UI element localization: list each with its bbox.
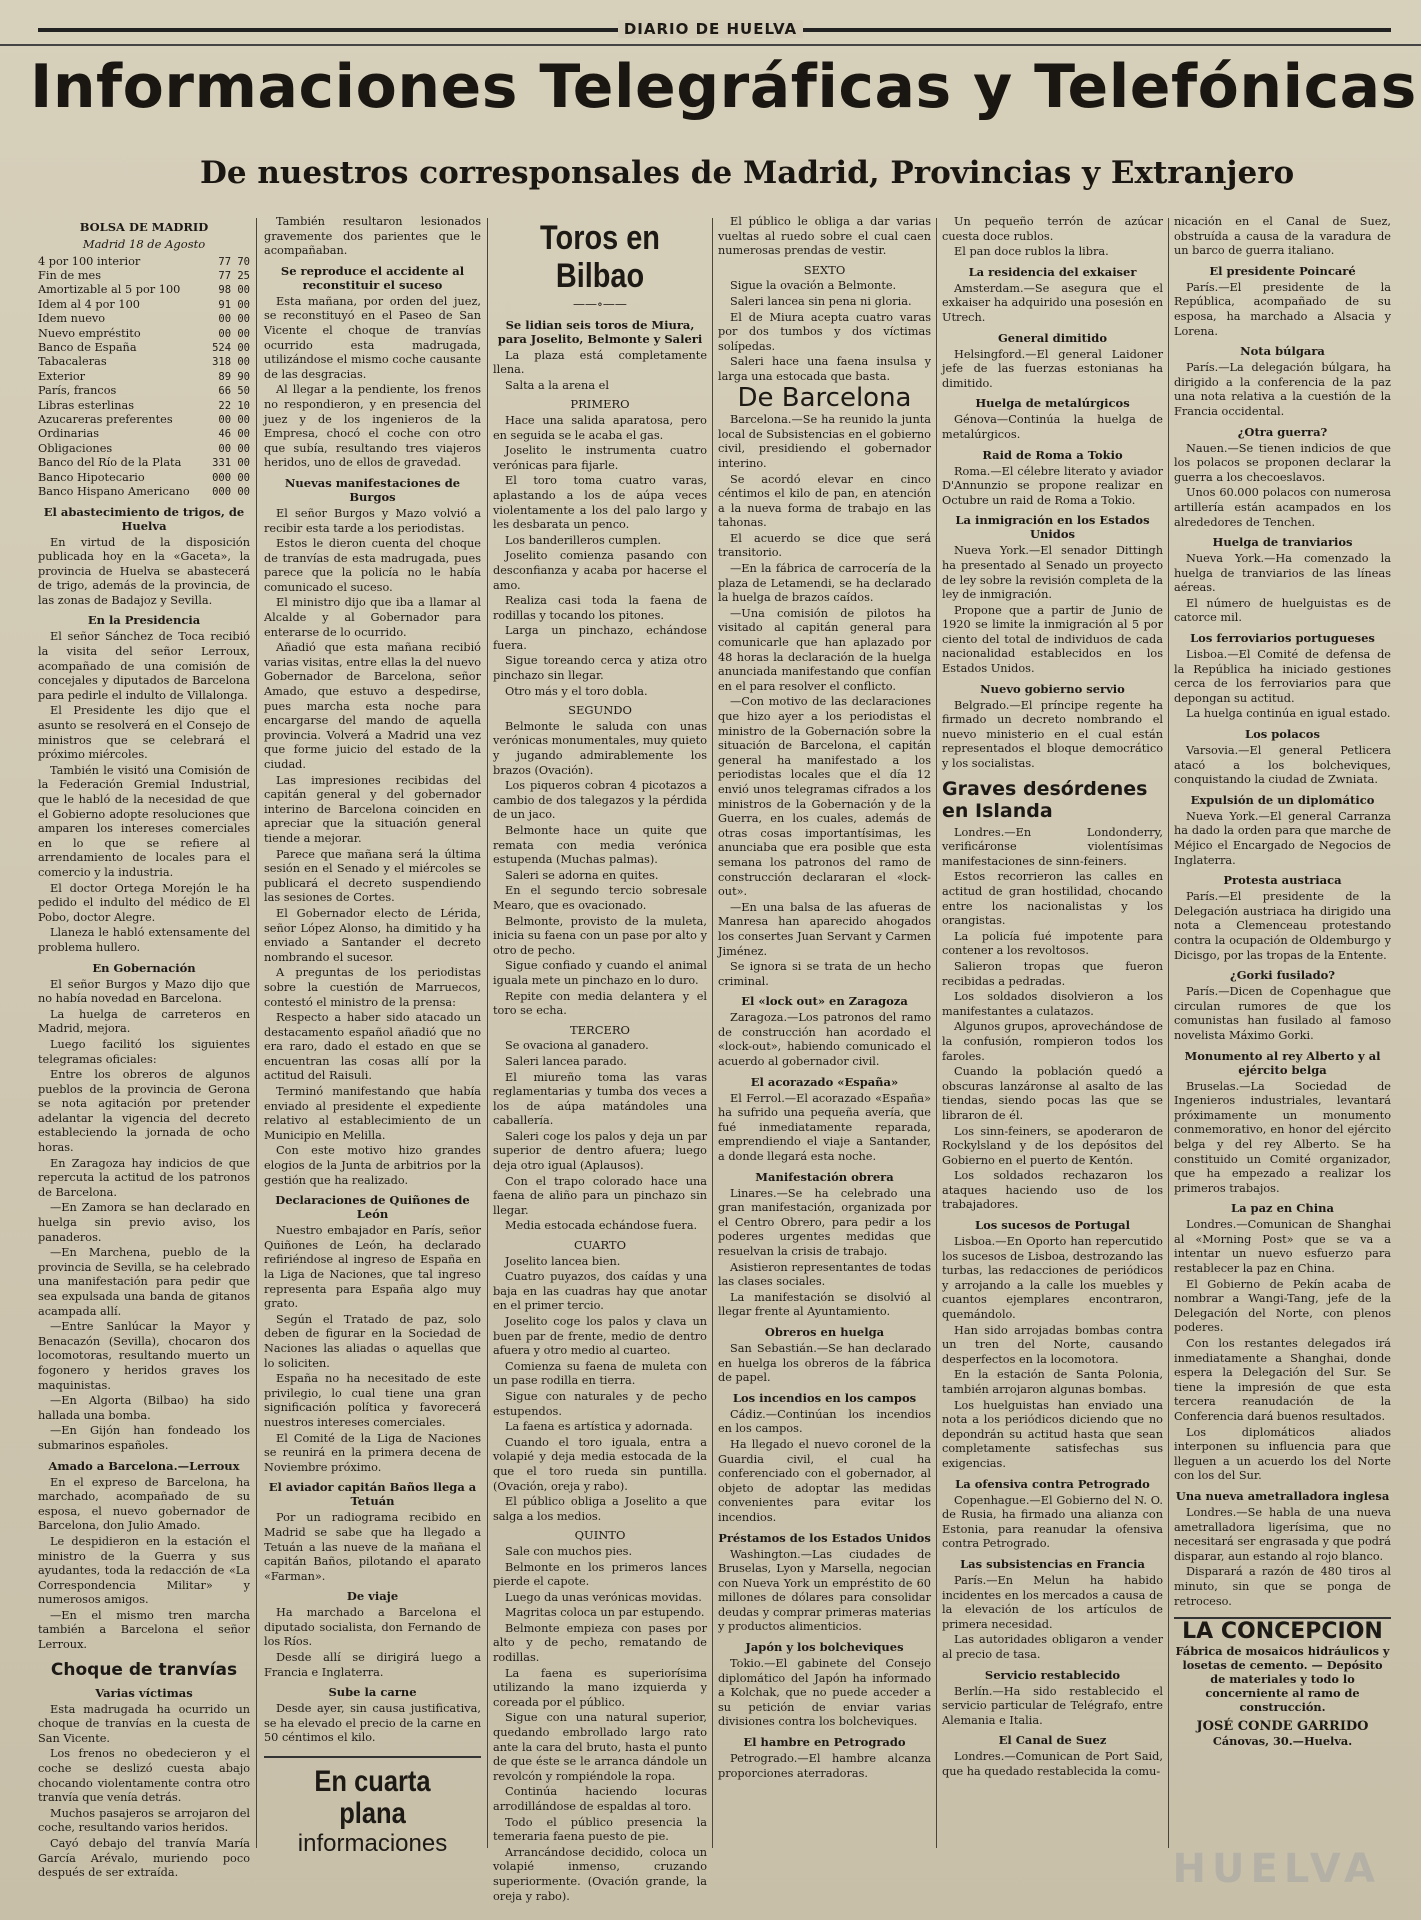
bolsa-row [38, 312, 250, 326]
bolsa-date: Madrid 18 de Agosto [82, 237, 206, 251]
paragraph: Llaneza le habló extensamente del problema hullero. [38, 926, 250, 954]
headline: Préstamos de los Estados Unidos [718, 1530, 931, 1545]
bolsa-item-name: Obligaciones [38, 441, 113, 455]
paragraph: Cádiz.—Continúan los incendios en los campos. [718, 1407, 931, 1436]
paragraph: —En el mismo tren marcha también a Barcelona el señor Lerroux. [38, 1608, 250, 1652]
bolsa-item-value: 331 00 [212, 457, 250, 470]
paragraph: Los soldados disolvieron a los manifestantes a culatazos. [942, 990, 1163, 1018]
paragraph: Algunos grupos, aprovechándose de la confusión, rompieron todos los faroles. [942, 1020, 1163, 1063]
headline: La paz en China [1231, 1201, 1334, 1216]
column-3 [493, 215, 708, 1903]
paragraph: La plaza está completamente llena. [493, 348, 707, 377]
bolsa-item-name: Nuevo empréstito [38, 326, 141, 340]
paragraph: Zaragoza.—Los patronos del ramo de construcción han acordado el «lock-out», habiendo comunicado el acuerdo al gobernador civil. [718, 1011, 931, 1069]
bolsa-item-value: 524 00 [212, 342, 250, 355]
masthead [0, 20, 1421, 38]
paragraph: Roma.—El célebre literato y aviador D'Annunzio se propone realizar en Octubre un raid de Roma a Tokio. [942, 464, 1163, 507]
paragraph: Varsovia.—El general Petlicera atacó a los bolcheviques, conquistando la ciudad de Zwniata. [1174, 744, 1391, 787]
advertisement [1174, 1617, 1391, 1748]
paragraph: Al llegar a la pendiente, los frenos no respondieron, y en presencia del juez y de los ingenieros de la Empresa, chocó el coche con otro que subía, resultando tres viajeros heridos, uno de ellos de gravedad. [264, 383, 481, 470]
paragraph: Lisboa.—En Oporto han repercutido los sucesos de Lisboa, destrozando las turbas, las redacciones de periódicos y arrojando a la calle los muebles y cuantos ejemplares encontraron, quemándolo. [942, 1235, 1163, 1322]
paragraph: —Una comisión de pilotos ha visitado al capitán general para comunicarle que han aplazado por 48 horas la declaración de la huelga anunciada manifestando que confían en el para resolver el conflicto. [718, 606, 931, 693]
paragraph: Se ovaciona al ganadero. [505, 1039, 649, 1053]
section-label: TERCERO [569, 1022, 630, 1037]
header-rule-2 [0, 44, 1421, 46]
bolsa-item-name: Idem al 4 por 100 [38, 297, 140, 311]
column-divider [1168, 218, 1169, 1848]
paragraph: Salieron tropas que fueron recibidas a pedradas. [942, 959, 1163, 988]
section-label: QUINTO [574, 1528, 626, 1543]
paragraph: Barcelona.—Se ha reunido la junta local de Subsistencias en el gobierno civil, presidiendo el gobernador interino. [718, 413, 931, 470]
paragraph: —Entre Sanlúcar la Mayor y Benacazón (Sevilla), chocaron dos locomotoras, resultando muerto un fogonero y heridos graves los maquinistas. [38, 1320, 250, 1392]
paragraph: Otro más y el toro dobla. [505, 684, 648, 698]
paragraph: El toro toma cuatro varas, aplastando a los de aúpa veces violentamente a los del palo largo y les desbarata un penco. [493, 474, 707, 532]
bolsa-item-name: Banco Hispano Americano [38, 485, 190, 499]
paragraph: Comienza su faena de muleta con un pase rodilla en tierra. [493, 1359, 707, 1388]
section-label: SEXTO [803, 262, 846, 277]
paragraph: nicación en el Canal de Suez, obstruída a causa de la varadura de un barco de guerra italiano. [1174, 215, 1391, 258]
headline: Se reproduce el accidente al reconstituir el suceso [280, 263, 465, 292]
ad-name: JOSÉ CONDE GARRIDO [1196, 1718, 1369, 1734]
paragraph: Desde ayer, sin causa justificativa, se ha elevado el precio de la carne en 50 céntimos el kilo. [264, 1702, 481, 1745]
headline: ¿Gorki fusilado? [1229, 968, 1336, 983]
headline: Raid de Roma a Tokio [982, 447, 1123, 462]
headline: ¿Otra guerra? [1237, 424, 1328, 439]
paragraph: Belgrado.—El príncipe regente ha firmado un decreto nombrando el nuevo ministerio en el cual están representados el bloque democrático y los socialistas. [942, 698, 1163, 771]
paragraph: La huelga de carreteros en Madrid, mejora. [38, 1007, 250, 1036]
paragraph: San Sebastián.—Se han declarado en huelga los obreros de la fábrica de papel. [718, 1341, 931, 1385]
bolsa-item-name: París, francos [38, 384, 117, 398]
paragraph: París.—En Melun ha habido incidentes en los mercados a causa de la elevación de los artículos de primera necesidad. [942, 1573, 1163, 1631]
paragraph: Continúa haciendo locuras arrodillándose de espaldas al toro. [493, 1785, 707, 1813]
column-6 [1174, 215, 1391, 1840]
paragraph: Esta madrugada ha ocurrido un choque de tranvías en la cuesta de San Vicente. [38, 1702, 250, 1745]
paragraph: Luego da unas verónicas movidas. [505, 1590, 702, 1604]
paragraph: Muchos pasajeros se arrojaron del coche, resultando varios heridos. [38, 1806, 250, 1835]
bolsa-row [38, 471, 250, 485]
ad-body: Fábrica de mosaicos hidráulicos y losetas de cemento. — Depósito de materiales y todo lo concerniente al ramo de construcción. [1175, 1643, 1390, 1714]
bolsa-item-name: Banco de España [38, 341, 137, 355]
page-subtitle: De nuestros corresponsales de Madrid, Provincias y Extranjero [200, 155, 1295, 191]
headline: De viaje [346, 1589, 399, 1604]
bolsa-item-value: 77 70 [218, 255, 250, 268]
paragraph: Unos 60.000 polacos con numerosa artillería están acampados en los alrededores de Tenchen. [1174, 486, 1391, 529]
islanda-headline: Graves desórdenes en Islanda [942, 777, 1148, 822]
paragraph: París.—El presidente de la República, acompañado de su esposa, ha marchado a Alsacia y Lorena. [1174, 280, 1391, 338]
bolsa-row [38, 399, 250, 413]
headline: El Canal de Suez [998, 1733, 1107, 1748]
paragraph: —En Gijón han fondeado los submarinos españoles. [38, 1424, 250, 1452]
headline: Una nueva ametralladora inglesa [1175, 1488, 1390, 1503]
bolsa-item-value: 22 10 [218, 399, 250, 412]
headline: El aviador capitán Baños llega a Tetuán [268, 1480, 477, 1509]
column-divider [712, 218, 713, 1848]
paragraph: Los piqueros cobran 4 picotazos a cambio de dos talegazos y la pérdida de un jaco. [493, 779, 707, 822]
paragraph: —En la fábrica de carrocería de la plaza de Letamendi, se ha declarado la huelga de brazos caídos. [718, 562, 931, 605]
paragraph: Media estocada echándose fuera. [505, 1219, 698, 1233]
bolsa-row [38, 283, 250, 297]
paragraph: Belmonte empieza con pases por alto y de pecho, rematando de rodillas. [493, 1621, 707, 1665]
paragraph: El miureño toma las varas reglamentarias y tumba dos veces a los de aúpa matándoles una caballería. [493, 1070, 707, 1128]
paragraph: La policía fué impotente para contener a los revoltosos. [942, 929, 1163, 958]
paragraph: España no ha necesitado de este privilegio, lo cual tiene una gran significación política y favorecerá nuestros intereses comerciales. [264, 1372, 481, 1429]
column-1 [38, 215, 250, 1880]
bolsa-item-value: 66 50 [218, 385, 250, 398]
bolsa-row [38, 384, 250, 398]
paragraph: Lisboa.—El Comité de defensa de la República ha iniciado gestiones cerca de los ferroviarios para que depongan su actitud. [1174, 648, 1391, 705]
paragraph: Linares.—Se ha celebrado una gran manifestación, organizada por el Centro Obrero, para pedir a los poderes urgentes medidas que resuelvan la crisis de trabajo. [718, 1186, 931, 1258]
bolsa-item-value: 00 00 [218, 327, 250, 340]
headline: Expulsión de un diplomático [1190, 792, 1375, 807]
column-divider [487, 218, 488, 1848]
headline: Obreros en huelga [764, 1324, 885, 1339]
headline: El presidente Poincaré [1209, 263, 1356, 278]
bolsa-row [38, 355, 250, 369]
paragraph: —En Zamora se han declarado en huelga sin previo aviso, los panaderos. [38, 1201, 250, 1244]
paragraph: Tokio.—El gabinete del Consejo diplomático del Japón ha informado a Kolchak, que no puede acceder a su petición de enviar varias divisiones contra los bolcheviques. [718, 1657, 931, 1729]
bolsa-item-name: Exterior [38, 369, 86, 383]
paragraph: Joselito coge los palos y clava un buen par de frente, medio de dentro afuera y otro medio al cuarteo. [493, 1315, 707, 1358]
paragraph: Petrogrado.—El hambre alcanza proporciones aterradoras. [718, 1752, 931, 1780]
paragraph: Nueva York.—El general Carranza ha dado la orden para que marche de Méjico el Encargado de Negocios de Inglaterra. [1174, 809, 1391, 867]
bolsa-item-value: 98 00 [218, 284, 250, 297]
column-divider [936, 218, 937, 1848]
paragraph: En Zaragoza hay indicios de que repercuta la actitud de los patronos de Barcelona. [38, 1156, 250, 1199]
paragraph: Repite con media delantera y el toro se echa. [493, 989, 707, 1018]
cuarta-plana-box [264, 1756, 481, 1858]
toros-headline: Toros en Bilbao [540, 219, 660, 295]
paragraph: Los frenos no obedecieron y el coche se deslizó cuesta abajo chocando violentamente contra otro tranvía que venía detrás. [38, 1747, 250, 1805]
paragraph: Ha marchado a Barcelona el diputado socialista, don Fernando de los Ríos. [264, 1606, 481, 1649]
bolsa-item-name: Fin de mes [38, 269, 102, 282]
paragraph: Por un radiograma recibido en Madrid se sabe que ha llegado a Tetuán a las nueve de la mañana el capitán Baños, pilotando el aparato «Farman». [264, 1511, 481, 1583]
bolsa-item-value: 00 00 [218, 414, 250, 427]
paragraph: Entre los obreros de algunos pueblos de la provincia de Gerona se nota agitación por pretender adelantar la vigencia del decreto estableciendo la jornada de ocho horas. [38, 1068, 250, 1155]
paragraph: Copenhague.—El Gobierno del N. O. de Rusia, ha firmado una alianza con Estonia, para reanudar la ofensiva contra Petrogrado. [942, 1493, 1163, 1551]
paragraph: En la estación de Santa Polonia, también arrojaron algunas bombas. [942, 1368, 1163, 1396]
paragraph: Con este motivo hizo grandes elogios de la Junta de arbitrios por la gestión que ha realizado. [264, 1144, 481, 1187]
bolsa-item-name: Ordinarias [38, 427, 100, 441]
bolsa-table [38, 255, 250, 500]
headline: Los incendios en los campos [732, 1390, 917, 1405]
paragraph: El Comité de la Liga de Naciones se reunirá en la primera decena de Noviembre próximo. [264, 1431, 481, 1474]
paragraph: Berlín.—Ha sido restablecido el servicio particular de Telégrafo, entre Alemania e Italia. [942, 1684, 1163, 1727]
headline-large: Choque de tranvías [50, 1659, 238, 1680]
paragraph: Amsterdam.—Se asegura que el exkaiser ha adquirido una posesión en Utrech. [942, 281, 1163, 324]
paragraph: Las autoridades obligaron a vender al precio de tasa. [942, 1633, 1163, 1661]
paragraph: —En Marchena, pueblo de la provincia de Sevilla, se ha celebrado una manifestación para pedir que sea expulsada una banda de gitanos acampada allí. [38, 1246, 250, 1318]
paragraph: Nuestro embajador en París, señor Quiñones de León, ha declarado refiriéndose al ingreso de España en la Liga de Naciones, que tal ingreso representa para España algo muy grato. [264, 1224, 481, 1311]
paragraph: Desde allí se dirigirá luego a Francia e Inglaterra. [264, 1651, 481, 1679]
paragraph: Belmonte en los primeros lances pierde el capote. [493, 1560, 707, 1589]
headline: Los polacos [1245, 727, 1320, 742]
paragraph: Sigue toreando cerca y atiza otro pinchazo sin llegar. [493, 654, 707, 683]
paragraph: Londres.—En Londonderry, verificáronse violentísimas manifestaciones de sinn-feiners. [942, 825, 1163, 868]
bolsa-item-name: Idem nuevo [38, 312, 106, 326]
bolsa-row [38, 298, 250, 312]
bolsa-item-name: Tabacaleras [38, 355, 107, 369]
paragraph: Disparará a razón de 480 tiros al minuto, sin que se ponga de retroceso. [1174, 1565, 1391, 1608]
paragraph: —En Algorta (Bilbao) ha sido hallada una bomba. [38, 1394, 250, 1422]
paragraph: También le visitó una Comisión de la Federación Gremial Industrial, que le habló de la necesidad de que el Gobierno adopte resoluciones que amparen los intereses comerciales en lo que se refiere al arrendamiento de locales para el comercio y la industria. [38, 763, 250, 879]
headline: El hambre en Petrogrado [743, 1735, 906, 1750]
headline: El acorazado «España» [750, 1074, 899, 1089]
paragraph: El señor Burgos y Mazo volvió a recibir esta tarde a los periodistas. [264, 506, 481, 535]
column-5 [942, 215, 1163, 1840]
paragraph: Saleri lancea parado. [505, 1054, 627, 1068]
bolsa-item-name: Banco Hipotecario [38, 470, 145, 484]
paragraph: Sigue la ovación a Belmonte. [730, 279, 897, 293]
paragraph: Saleri se adorna en quites. [505, 868, 659, 882]
paragraph: París.—El presidente de la Delegación austriaca ha dirigido una nota a Clemenceau protestando contra la ocupación de Oldemburgo y Dicisgo, por las tropas de la Entente. [1174, 890, 1391, 962]
paragraph: Joselito lancea bien. [505, 1254, 621, 1268]
paragraph: El público obliga a Joselito a que salga a los medios. [493, 1495, 707, 1523]
paragraph: Han sido arrojadas bombas contra un tren del Norte, causando desperfectos en la locomotora. [942, 1323, 1163, 1366]
paragraph: La faena es superiorísima utilizando la mano izquierda y coreada por el público. [493, 1666, 707, 1709]
paragraph: También resultaron lesionados gravemente dos parientes que le acompañaban. [264, 215, 481, 258]
paragraph: Cuando el toro iguala, entra a volapié y deja media estocada de la que el toro rueda sin puntilla. (Ovación, oreja y rabo). [493, 1435, 707, 1493]
bolsa-title: BOLSA DE MADRID [79, 220, 209, 234]
bolsa-row [38, 327, 250, 341]
headline: Sube la carne [328, 1685, 417, 1700]
bolsa-item-value: 000 00 [212, 471, 250, 484]
ad-address: Cánovas, 30.—Huelva. [1212, 1733, 1353, 1748]
ornament-divider: ——∘—— [573, 297, 627, 311]
paragraph: Cayó debajo del tranvía María García Arévalo, muriendo poco después de ser extraída. [38, 1837, 250, 1880]
paragraph: Hace una salida aparatosa, pero en seguida se le acaba el gas. [493, 413, 707, 442]
paragraph: El señor Burgos y Mazo dijo que no había novedad en Barcelona. [38, 977, 250, 1006]
paragraph: Esta mañana, por orden del juez, se reconstituyó en el Paseo de San Vicente el choque de tranvías ocurrido esta madrugada, utilizándose el mismo coche causante de las desgracias. [264, 294, 481, 381]
bolsa-row [38, 442, 250, 456]
paragraph: Estos le dieron cuenta del choque de tranvías de esta madrugada, pues parece que la policía no le había comunicado el suceso. [264, 537, 481, 594]
headline: Declaraciones de Quiñones de León [275, 1193, 470, 1222]
headline: La residencia del exkaiser [968, 264, 1137, 279]
paragraph: Le despidieron en la estación el ministro de la Guerra y sus ayudantes, toda la redacción de «La Correspondencia Militar» y numerosos amigos. [38, 1534, 250, 1607]
bolsa-row [38, 255, 250, 269]
bolsa-item-name: Azucareras preferentes [38, 413, 173, 427]
paragraph: Génova—Continúa la huelga de metalúrgicos. [942, 413, 1163, 441]
headline: La inmigración en los Estados Unidos [955, 513, 1150, 542]
paragraph: Las impresiones recibidas del capitán general y del gobernador interino de Barcelona coinciden en apreciar que la situación general tiende a mejorar. [264, 773, 481, 845]
headline: Se lidian seis toros de Miura, para Joselito, Belmonte y Saleri [497, 317, 703, 346]
paragraph: Según el Tratado de paz, solo deben de figurar en la Sociedad de Naciones las aliadas o aquellas que lo soliciten. [264, 1312, 481, 1370]
paragraph: París.—Dicen de Copenhague que circulan rumores de que los comunistas han fusilado al famoso novelista Máximo Gorki. [1174, 985, 1391, 1042]
paragraph: Magritas coloca un par estupendo. [505, 1606, 705, 1620]
paragraph: Nueva York.—Ha comenzado la huelga de tranviarios de las líneas aéreas. [1174, 552, 1391, 595]
cuarta-plana-subheading: informaciones [297, 1830, 448, 1858]
bolsa-item-value: 89 90 [218, 370, 250, 383]
page-title: Informaciones Telegráficas y Telefónicas [30, 52, 1417, 122]
bolsa-row [38, 370, 250, 384]
column-2 [264, 215, 481, 1858]
bolsa-row [38, 341, 250, 355]
paragraph: En el segundo tercio sobresale Mearo, que es ovacionado. [493, 884, 707, 912]
bolsa-row [38, 269, 250, 283]
paragraph: Asistieron representantes de todas las clases sociales. [718, 1260, 931, 1289]
paragraph: Washington.—Las ciudades de Bruselas, Lyon y Marsella, negocian con Nueva York un empréstito de 60 millones de dólares para consolidar deudas y comprar primeras materias y productos alimenticios. [718, 1547, 931, 1634]
headline: Huelga de metalúrgicos [975, 396, 1130, 411]
section-label: SEGUNDO [568, 703, 632, 718]
headline: Amado a Barcelona.—Lerroux [48, 1458, 240, 1473]
paragraph: Se acordó elevar en cinco céntimos el kilo de pan, en atención a la nueva forma de trabajo en las tahonas. [718, 472, 931, 530]
bolsa-item-name: Amortizable al 5 por 100 [38, 283, 181, 297]
paragraph: Estos recorrieron las calles en actitud de gran hostilidad, chocando entre los nacionalistas y los orangistas. [942, 870, 1163, 928]
ad-title: LA CONCEPCION [1182, 1619, 1383, 1645]
bolsa-item-value: 46 00 [218, 428, 250, 441]
bolsa-item-value: 00 00 [218, 313, 250, 326]
bolsa-item-value: 91 00 [218, 298, 250, 311]
paragraph: Los sinn-feiners, se apoderaron de Rockylsland y de los depósitos del Gobierno en el puerto de Kentón. [942, 1124, 1163, 1167]
paragraph: Se ignora si se trata de un hecho criminal. [718, 960, 931, 988]
headline: Nuevo gobierno servio [980, 681, 1125, 696]
paragraph: Sigue con una natural superior, quedando embrollado largo rato ante la cara del bruto, hasta el punto de que éste se le arranca dándole un revolcón y rompiéndole la ropa. [493, 1711, 707, 1783]
bolsa-item-name: 4 por 100 interior [38, 254, 141, 268]
paragraph: Londres.—Se habla de una nueva ametralladora ligerísima, que no necesitará ser engrasada y que podrá disparar, aun estando al rojo blanco. [1174, 1505, 1391, 1563]
headline: La ofensiva contra Petrogrado [955, 1476, 1150, 1491]
paragraph: El pan doce rublos la libra. [954, 245, 1109, 259]
paragraph: El Ferrol.—El acorazado «España» ha sufrido una pequeña avería, que fué inmediatamente reparada, emprendiendo el viaje a Santander, a donde llegará esta noche. [718, 1091, 931, 1164]
headline: Monumento al rey Alberto y al ejército belga [1184, 1048, 1381, 1077]
paragraph: Londres.—Comunican de Shanghai al «Morning Post» que se va a intentar un nuevo esfuerzo para restablecer la paz en China. [1174, 1218, 1391, 1276]
paragraph: A preguntas de los periodistas sobre la cuestión de Marruecos, contestó el ministro de la prensa: [264, 966, 481, 1009]
bolsa-row [38, 413, 250, 427]
paragraph: Los banderilleros cumplen. [505, 533, 662, 547]
paragraph: Ha llegado el nuevo coronel de la Guardia civil, el cual ha conferenciado con el gobernador, al objeto de adoptar las medidas convenientes para evitar los incendios. [718, 1437, 931, 1524]
masthead-text: DIARIO DE HUELVA [618, 20, 803, 38]
cuarta-plana-heading: En cuarta plana [314, 1765, 431, 1831]
bolsa-item-value: 77 25 [218, 270, 250, 282]
library-watermark: HUELVA [1172, 1846, 1381, 1892]
paragraph: Con los restantes delegados irá inmediatamente a Shanghai, donde espera la Delegación del Sur. Se tiene la impresión de que esta tercera reanudación de la Conferencia dará buenos resultados. [1174, 1337, 1391, 1423]
paragraph: Saleri lancea sin pena ni gloria. [730, 294, 912, 308]
headline: Las subsistencias en Francia [960, 1556, 1145, 1571]
paragraph: En el expreso de Barcelona, ha marchado, acompañado de su esposa, el nuevo gobernador de Barcelona, don Julio Amado. [38, 1475, 250, 1533]
paragraph: Saleri coge los palos y deja un par superior de dentro afuera; luego deja otro igual (Aplausos). [493, 1129, 707, 1173]
subheadline: Varias víctimas [95, 1685, 193, 1700]
paragraph: Todo el público presencia la temeraria faena puesto de pie. [493, 1815, 707, 1844]
paragraph: —Con motivo de las declaraciones que hizo ayer a los periodistas el ministro de la Gobernación sobre la situación de Barcelona, el capitán general ha manifestado a los periodistas locales que el día 12 envió unos telegramas cifrados a los ministros de la Gobernación y de la Guerra, en los cuales, además de otras cosas importantísimas, les anunciaba que era posible que esta semana los patronos del ramo de construcción declararan el «lock-out». [718, 695, 931, 899]
paragraph: Salta a la arena el [505, 378, 609, 392]
paragraph: Los huelguistas han enviado una nota a los periódicos diciendo que no depondrán su actitud hasta que sean completamente satisfechas sus exigencias. [942, 1398, 1163, 1470]
bolsa-row [38, 485, 250, 499]
barcelona-headline: De Barcelona [737, 382, 912, 413]
bolsa-row [38, 456, 250, 470]
headline: En Gobernación [92, 960, 196, 975]
paragraph: Bruselas.—La Sociedad de Ingenieros industriales, levantará próximamente un monumento conmemorativo, en honor del ejército belga y del rey Alberto. Se ha constituido un Comité organizador, que ha empezado a realizar los primeros trabajos. [1174, 1079, 1391, 1195]
headline: El «lock out» en Zaragoza [741, 994, 908, 1009]
paragraph: Cuatro puyazos, dos caídas y una baja en las cuadras hay que anotar en el primer tercio. [493, 1270, 707, 1313]
paragraph: Terminó manifestando que había enviado al presidente el expediente relativo al establecimiento de un Municipio en Melilla. [264, 1085, 481, 1142]
headline: En la Presidencia [87, 613, 201, 628]
bolsa-item-name: Banco del Río de la Plata [38, 456, 182, 470]
paragraph: Los soldados rechazaron los ataques haciendo uso de los trabajadores. [942, 1169, 1163, 1212]
column-divider [256, 218, 257, 1848]
paragraph: El Gobernador electo de Lérida, señor López Alonso, ha dimitido y ha enviado a Santander el decreto nombrando el sucesor. [264, 906, 481, 964]
column-4 [718, 215, 931, 1840]
paragraph: La manifestación se disolvió al llegar frente al Ayuntamiento. [718, 1290, 931, 1319]
paragraph: La huelga continúa en igual estado. [1186, 707, 1391, 721]
paragraph: El acuerdo se dice que será transitorio. [718, 531, 931, 560]
paragraph: Con el trapo colorado hace una faena de aliño para un pinchazo sin llegar. [493, 1174, 707, 1217]
paragraph: El ministro dijo que iba a llamar al Alcalde y al Gobernador para enterarse de lo ocurrido. [264, 596, 481, 639]
paragraph: París.—La delegación búlgara, ha dirigido a la conferencia de la paz una nota relativa a la cuestión de la Francia occidental. [1174, 361, 1391, 418]
paragraph: Nueva York.—El senador Dittingh ha presentado al Senado un proyecto de ley sobre la revisión completa de la ley de inmigración. [942, 544, 1163, 602]
headline: Huelga de tranviarios [1212, 535, 1353, 550]
headline: El abastecimiento de trigos, de Huelva [43, 504, 245, 533]
paragraph: Un pequeño terrón de azúcar cuesta doce rublos. [942, 215, 1163, 243]
paragraph: Sale con muchos pies. [505, 1544, 633, 1558]
paragraph: Arrancándose decidido, coloca un volapié inmenso, cruzando superiormente. (Ovación grande, la oreja y rabo). [493, 1845, 707, 1903]
paragraph: Añadió que esta mañana recibió varias visitas, entre ellas la del nuevo Gobernador de Barcelona, señor Amado, que estuvo a despedirse, pues marcha esta noche para encargarse del mando de aquella provincia. Volverá a Madrid una vez que forme juicio del estado de la ciudad. [264, 641, 481, 771]
paragraph: Los diplomáticos aliados interponen su influencia para que lleguen a un acuerdo los del Norte con los del Sur. [1174, 1425, 1391, 1483]
headline: General dimitido [997, 330, 1108, 345]
paragraph: Sigue confiado y cuando el animal iguala mete un pinchazo en lo duro. [493, 959, 707, 987]
bolsa-item-value: 000 00 [212, 486, 250, 499]
paragraph: Propone que a partir de Junio de 1920 se limite la inmigración al 5 por ciento del total de individuos de cada nacionalidad establecidos en los Estados Unidos. [942, 603, 1163, 676]
headline: Los sucesos de Portugal [975, 1218, 1130, 1233]
paragraph: Helsingford.—El general Laidoner jefe de las fuerzas estonianas ha dimitido. [942, 347, 1163, 390]
paragraph: En virtud de la disposición publicada hoy en la «Gaceta», la provincia de Huelva se abastecerá de trigo, además de la provincia, de las zonas de Badajoz y Sevilla. [38, 535, 250, 607]
paragraph: El señor Sánchez de Toca recibió la visita del señor Lerroux, acompañado de una comisión de concejales y diputados de Barcelona para pedirle el indulto de Villalonga. [38, 630, 250, 702]
paragraph: Respecto a haber sido atacado un destacamento español añadió que no era raro, dado el estado en que se encuentran las cosas allí por la actitud del Raisuli. [264, 1011, 481, 1083]
paragraph: Londres.—Comunican de Port Said, que ha quedado restablecida la comu- [942, 1750, 1163, 1778]
paragraph: Parece que mañana será la última sesión en el Senado y el miércoles se publicará el decreto suspendiendo las sesiones de Cortes. [264, 847, 481, 905]
headline: Japón y los bolcheviques [745, 1640, 904, 1655]
section-label: PRIMERO [570, 397, 630, 412]
paragraph: El doctor Ortega Morejón le ha pedido el indulto del médico de El Pobo, doctor Alegre. [38, 881, 250, 924]
headline: Servicio restablecido [984, 1667, 1121, 1682]
paragraph: El de Miura acepta cuatro varas por dos tumbos y dos víctimas solípedas. [718, 310, 931, 353]
paragraph: Belmonte hace un quite que remata con media verónica estupenda (Muchas palmas). [493, 824, 707, 867]
paragraph: El Gobierno de Pekín acaba de nombrar a Wangi-Tang, jefe de la Delegación del Norte, con plenos poderes. [1174, 1277, 1391, 1335]
paragraph: Realiza casi toda la faena de rodillas y tocando los pitones. [493, 594, 707, 622]
headline: Nota búlgara [1240, 344, 1325, 359]
section-label: CUARTO [574, 1238, 626, 1253]
paragraph: El número de huelguistas es de catorce mil. [1174, 596, 1391, 625]
paragraph: El Presidente les dijo que el asunto se resolverá en el Consejo de ministros que se celebrará el próximo miércoles. [38, 704, 250, 762]
bolsa-item-value: 00 00 [218, 442, 250, 455]
paragraph: Sigue con naturales y de pecho estupendos. [493, 1389, 707, 1418]
paragraph: La faena es artística y adornada. [505, 1420, 693, 1434]
paragraph: Joselito comienza pasando con desconfianza y acaba por hacerse el amo. [493, 549, 707, 592]
paragraph: El público le obliga a dar varias vueltas al ruedo sobre el cual caen numerosas prendas de vestir. [718, 215, 931, 258]
headline: Nuevas manifestaciones de Burgos [284, 475, 461, 504]
paragraph: —En una balsa de las afueras de Manresa han aparecido ahogados los consertes Juan Servant y Carmen Jiménez. [718, 900, 931, 958]
paragraph: Luego facilitó los siguientes telegramas oficiales: [38, 1037, 250, 1066]
headline: Manifestación obrera [755, 1169, 894, 1184]
headline: Los ferroviarios portugueses [1190, 631, 1375, 646]
bolsa-row [38, 427, 250, 441]
paragraph: Joselito le instrumenta cuatro verónicas para fijarle. [493, 444, 707, 472]
bolsa-item-name: Libras esterlinas [38, 398, 135, 412]
paragraph: Saleri hace una faena insulsa y larga una estocada que basta. [718, 355, 931, 383]
paragraph: Nauen.—Se tienen indicios de que los polacos se proponen declarar la guerra a los checoeslavos. [1174, 441, 1391, 484]
bolsa-item-value: 318 00 [212, 356, 250, 369]
paragraph: Cuando la población quedó a obscuras lanzáronse al asalto de las tiendas, siendo pocas las que se libraron de él. [942, 1065, 1163, 1122]
headline: Protesta austriaca [1223, 873, 1342, 888]
paragraph: Larga un pinchazo, echándose fuera. [493, 624, 707, 652]
paragraph: Belmonte le saluda con unas verónicas monumentales, muy quieto y jugando admirablemente los brazos (Ovación). [493, 719, 708, 777]
paragraph: Belmonte, provisto de la muleta, inicia su faena con un pase por alto y otro de pecho. [493, 914, 707, 957]
